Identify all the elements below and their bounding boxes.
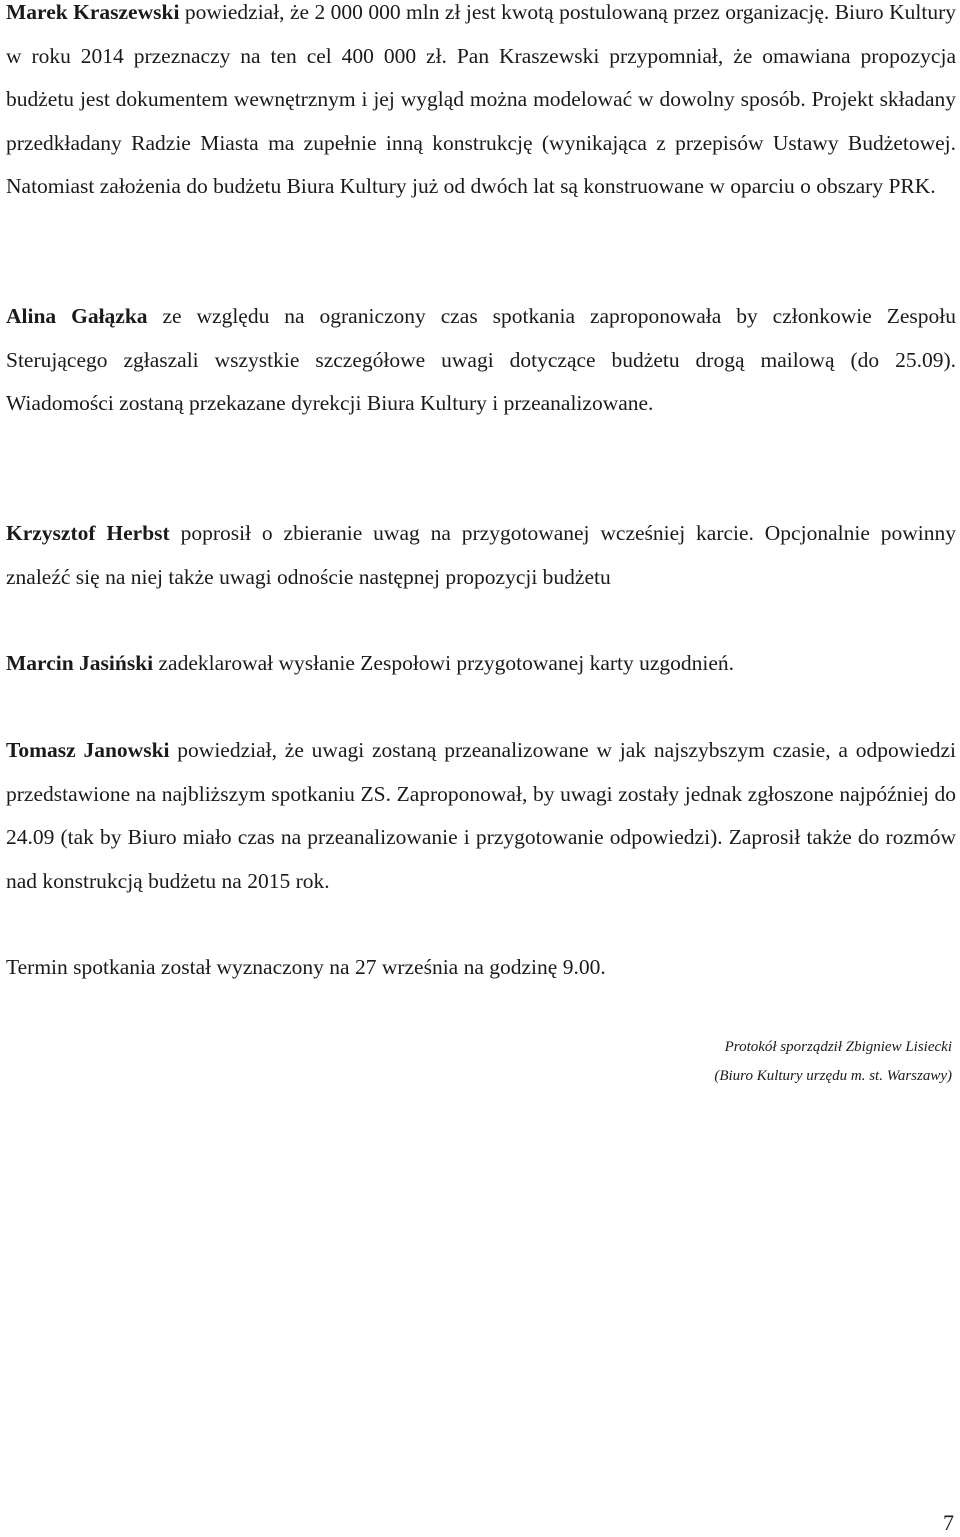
speaker-name: Marcin Jasiński (6, 651, 154, 675)
paragraph-text: poprosił o zbieranie uwag na przygotowanej wcześniej karcie. Opcjonalnie powinny znaleźć się na niej także uwagi odnoście następnej propozycji budżetu (6, 521, 956, 589)
paragraph-text: ze względu na ograniczony czas spotkania zaproponowała by członkowie Zespołu Sterującego zgłaszali wszystkie szczegółowe uwagi dotyczące budżetu drogą mailową (do 25.09). Wiadomości zostaną przekazane dyrekcji Biura Kultury i przeanalizowane. (6, 304, 956, 415)
paragraph-text: Termin spotkania został wyznaczony na 27 września na godzinę 9.00. (6, 955, 606, 979)
paragraph-meeting-date (6, 946, 956, 990)
speaker-name: Krzysztof Herbst (6, 521, 170, 545)
signature-line-author: Protokół sporządził Zbigniew Lisiecki (724, 1039, 952, 1055)
page-number: 7 (943, 1510, 954, 1535)
paragraph-kraszewski (6, 0, 956, 209)
paragraph-herbst (6, 512, 956, 599)
signature-line-affiliation: (Biuro Kultury urzędu m. st. Warszawy) (714, 1068, 952, 1084)
speaker-name: Alina Gałązka (6, 304, 148, 328)
paragraph-jasinski (6, 642, 956, 686)
speaker-name: Marek Kraszewski (6, 0, 180, 24)
paragraph-janowski (6, 729, 956, 903)
speaker-name: Tomasz Janowski (6, 738, 170, 762)
paragraph-text: zadeklarował wysłanie Zespołowi przygotowanej karty uzgodnień. (153, 651, 735, 675)
paragraph-text: powiedział, że uwagi zostaną przeanalizowane w jak najszybszym czasie, a odpowiedzi przedstawione na najbliższym spotkaniu ZS. Zaproponował, by uwagi zostały jednak zgłoszone najpóźniej do 24.09 (tak by Biuro miało czas na przeanalizowanie i przygotowanie odpowiedzi). Zaprosił także do rozmów nad konstrukcją budżetu na 2015 rok. (6, 738, 956, 893)
paragraph-text: powiedział, że 2 000 000 mln zł jest kwotą postulowaną przez organizację. Biuro Kultury w roku 2014 przeznaczy na ten cel 400 000 zł. Pan Kraszewski przypomniał, że omawiana propozycja budżetu jest dokumentem wewnętrznym i jej wygląd można modelować w dowolny sposób. Projekt składany przedkładany Radzie Miasta ma zupełnie inną konstrukcję (wynikająca z przepisów Ustawy Budżetowej. Natomiast założenia do budżetu Biura Kultury już od dwóch lat są konstruowane w oparciu o obszary PRK. (6, 0, 956, 198)
paragraph-galazka (6, 295, 956, 426)
